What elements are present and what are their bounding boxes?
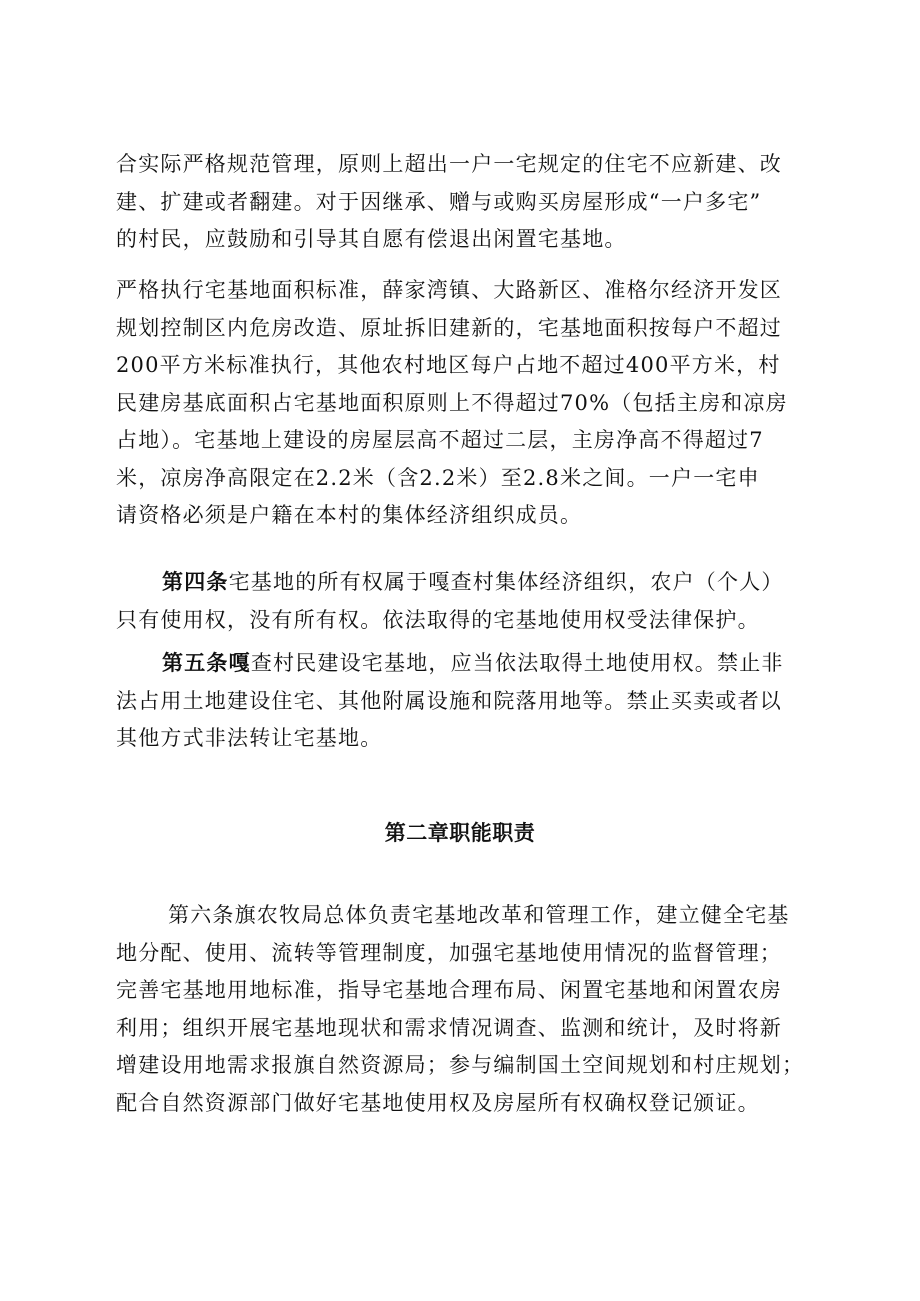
text-line: 第六条旗农牧局总体负责宅基地改革和管理工作，建立健全宅基: [168, 903, 790, 927]
paragraph-continuation: [116, 146, 816, 259]
article-4: [116, 564, 816, 639]
text-line: 民建房基底面积占宅基地面积原则上不得超过70%（包括主房和凉房: [116, 390, 788, 415]
text-line: 增建设用地需求报旗自然资源局；参与编制国土空间规划和村庄规划；: [116, 1053, 805, 1077]
text-line: 法占用土地建设住宅、其他附属设施和院落用地等。禁止买卖或者以: [116, 688, 782, 713]
text-line: 完善宅基地用地标准，指导宅基地合理布局、闲置宅基地和闲置农房: [116, 978, 782, 1002]
article-6: [116, 897, 816, 1122]
article-4-label: 第四条: [162, 570, 229, 594]
article-4-text: 宅基地的所有权属于嘎查村集体经济组织，农户（个人）: [228, 570, 784, 594]
article-5-label: 第五条嘎: [162, 651, 251, 675]
text-line: 规划控制区内危房改造、原址拆旧建新的，宅基地面积按每户不超过: [116, 315, 782, 340]
paragraph-area-standards: [116, 272, 816, 535]
text-line: 建、扩建或者翻建。对于因继承、赠与或购买房屋形成“一户多宅”: [116, 189, 762, 214]
text-line: 其他方式非法转让宅基地。: [116, 726, 383, 750]
text-line: 米，凉房净高限定在2.2米（含2.2米）至2.8米之间。一户一宅申: [116, 465, 760, 490]
article-5-text: 查村民建设宅基地，应当依法取得土地使用权。禁止非: [250, 651, 784, 675]
text-line: 利用；组织开展宅基地现状和需求情况调查、监测和统计，及时将新: [116, 1015, 782, 1040]
text-line: 占地）。宅基地上建设的房屋层高不超过二层，主房净高不得超过7: [116, 428, 764, 452]
text-line: 合实际严格规范管理，原则上超出一户一宅规定的住宅不应新建、改: [116, 152, 782, 176]
chapter-heading: 第二章职能职责: [384, 821, 536, 845]
article-5: [116, 645, 816, 758]
text-line: 请资格必须是户籍在本村的集体经济组织成员。: [116, 503, 583, 527]
text-line: 只有使用权，没有所有权。依法取得的宅基地使用权受法律保护。: [116, 607, 760, 632]
text-line: 200平方米标准执行，其他农村地区每户占地不超过400平方米，村: [116, 353, 781, 377]
text-line: 严格执行宅基地面积标准，薛家湾镇、大路新区、准格尔经济开发区: [116, 278, 782, 302]
text-line: 地分配、使用、流转等管理制度，加强宅基地使用情况的监督管理；: [116, 940, 782, 965]
text-line: 的村民，应鼓励和引导其自愿有偿退出闲置宅基地。: [116, 227, 627, 251]
text-line: [116, 564, 816, 602]
text-line: 配合自然资源部门做好宅基地使用权及房屋所有权确权登记颁证。: [116, 1090, 760, 1115]
text-line: [116, 645, 816, 683]
